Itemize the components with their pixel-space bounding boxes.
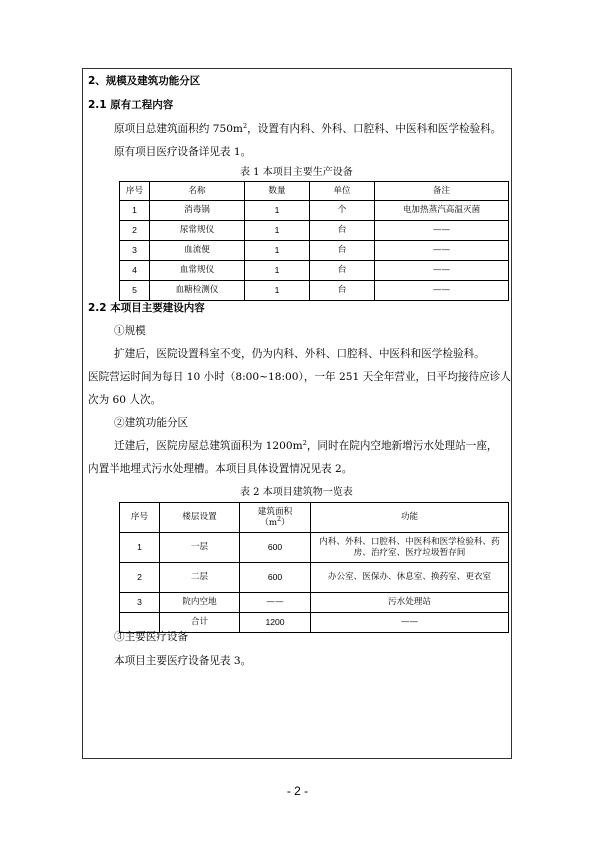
table-header-row: [120, 503, 509, 533]
table-cell: ——: [240, 593, 311, 613]
function-paragraph-line1: 迁建后，医院房屋总建筑面积为 $1200m^2$，同时在院内空地新增污水处理站一座，: [114, 439, 498, 452]
table-cell: 电加热蒸汽高温灭菌: [375, 201, 509, 221]
header-cell: 序号: [120, 503, 160, 533]
table-cell: 4: [120, 261, 150, 281]
scale-paragraph-line2: 医院营运时间为每日 10 小时（8:00~18:00），一年 251 天全年营业，日平均接待应诊人: [88, 371, 511, 383]
header-cell: 名称: [150, 182, 245, 201]
table-cell: 3: [120, 241, 150, 261]
table-cell: 污水处理站: [311, 593, 509, 613]
table-cell: 1: [245, 221, 310, 241]
table-cell: 台: [310, 261, 375, 281]
table-cell: 血流便: [150, 241, 245, 261]
table-cell: 1: [245, 261, 310, 281]
equipment-table: [119, 181, 509, 301]
table-cell: 1: [245, 281, 310, 301]
table-header-row: [120, 182, 509, 201]
table-row: [120, 261, 509, 281]
table-cell: 3: [120, 593, 160, 613]
page-number: - 2 -: [286, 784, 309, 798]
table-cell: 血常规仪: [150, 261, 245, 281]
table-cell: ——: [375, 281, 509, 301]
table-cell: 600: [240, 533, 311, 563]
table-cell: 办公室、医保办、休息室、换药室、更衣室: [311, 563, 509, 593]
table1-caption: 表 1 本项目主要生产设备: [240, 167, 353, 178]
table-cell: 1: [120, 201, 150, 221]
item-equipment-heading: ③主要医疗设备: [114, 631, 189, 643]
header-cell: 备注: [375, 182, 509, 201]
table-cell: ——: [375, 261, 509, 281]
table-cell: 尿常规仪: [150, 221, 245, 241]
table-row: [120, 201, 509, 221]
table-cell: 消毒锅: [150, 201, 245, 221]
table-cell: 2: [120, 563, 160, 593]
scale-paragraph-line1: 扩建后，医院设置科室不变，仍为内科、外科、口腔科、中医科和医学检验科。: [114, 348, 485, 360]
function-paragraph-line2: 内置半地埋式污水处理槽。本项目具体设置情况见表 2。: [88, 463, 353, 475]
original-area-paragraph: 原项目总建筑面积约 $750m^2$，设置有内科、外科、口腔科、中医科和医学检验科。: [114, 122, 502, 135]
table-cell: 合计: [160, 613, 240, 633]
table-row: [120, 221, 509, 241]
table-row: [120, 241, 509, 261]
table-cell: 二层: [160, 563, 240, 593]
table-row: [120, 593, 509, 613]
table-cell: ——: [375, 221, 509, 241]
header-cell: 功能: [311, 503, 509, 533]
table-cell: 院内空地: [160, 593, 240, 613]
table2-caption: 表 2 本项目建筑物一览表: [240, 487, 353, 498]
table-cell: 血糖检测仪: [150, 281, 245, 301]
subsection-heading-2-2: 2.2 本项目主要建设内容: [88, 302, 205, 314]
table-cell: 内科、外科、口腔科、中医科和医学检验科、药房、治疗室、医疗垃圾暂存间: [311, 533, 509, 563]
subsection-heading-2-1: 2.1 原有工程内容: [88, 99, 174, 111]
table-cell: 1: [245, 201, 310, 221]
table-cell: 5: [120, 281, 150, 301]
header-cell: 单位: [310, 182, 375, 201]
table-cell: 台: [310, 241, 375, 261]
table-cell: 600: [240, 563, 311, 593]
header-cell: 序号: [120, 182, 150, 201]
table-cell: 1200: [240, 613, 311, 633]
table-cell: 台: [310, 281, 375, 301]
header-cell: 楼层设置: [160, 503, 240, 533]
equipment-reference-text: 原有项目医疗设备详见表 1。: [114, 146, 252, 158]
table-cell: 台: [310, 221, 375, 241]
item-scale-heading: ①规模: [114, 325, 146, 337]
header-cell-area: 建筑面积 $(m^2)$: [240, 503, 311, 533]
table-row: [120, 563, 509, 593]
table-cell: 一层: [160, 533, 240, 563]
equipment-table3-reference: 本项目主要医疗设备见表 3。: [114, 655, 252, 667]
section-heading: 2、规模及建筑功能分区: [88, 75, 201, 87]
table-cell: ——: [375, 241, 509, 261]
building-table: [119, 502, 509, 633]
table-row: [120, 281, 509, 301]
header-cell: 数量: [245, 182, 310, 201]
table-row: [120, 533, 509, 563]
table-cell: 1: [245, 241, 310, 261]
table-cell: 2: [120, 221, 150, 241]
item-function-heading: ②建筑功能分区: [114, 417, 189, 429]
table-cell: 个: [310, 201, 375, 221]
table-cell: ——: [311, 613, 509, 633]
scale-paragraph-line3: 次为 60 人次。: [88, 394, 162, 406]
table-cell: 1: [120, 533, 160, 563]
